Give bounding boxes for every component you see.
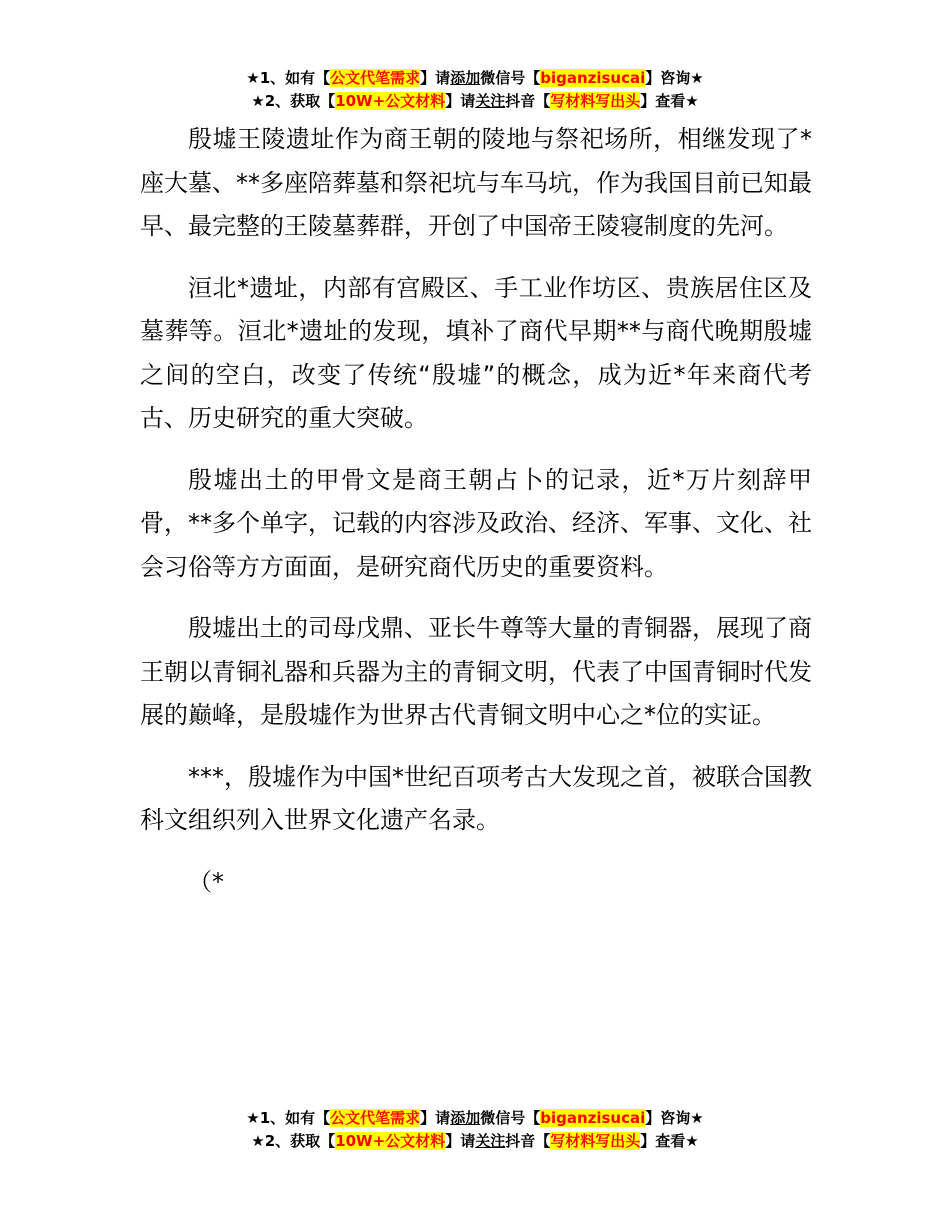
highlight-douyin-account: 写材料写出头 <box>550 1132 641 1150</box>
paragraph: （* <box>188 867 224 896</box>
highlight-materials: 10W+公文材料 <box>335 1132 446 1150</box>
highlight-service: 公文代笔需求 <box>330 69 421 87</box>
paragraph: 殷墟王陵遗址作为商王朝的陵地与祭祀场所，相继发现了*座大墓、**多座陪葬墓和祭祀坑与车马坑，作为我国目前已知最早、最完整的王陵墓葬群，开创了中国帝王陵寝制度的先河。 <box>140 125 812 240</box>
footer-line-1: ★1、如有【公文代笔需求】请添加微信号【biganzisucai】咨询★ <box>246 1109 704 1127</box>
paragraph: 殷墟出土的司母戊鼎、亚长牛尊等大量的青铜器，展现了商王朝以青铜礼器和兵器为主的青铜文明，代表了中国青铜时代发展的巅峰，是殷墟作为世界古代青铜文明中心之*位的实证。 <box>140 614 812 729</box>
header-line-2: ★2、获取【10W+公文材料】请关注抖音【写材料写出头】查看★ <box>251 92 699 110</box>
paragraph: ***，殷墟作为中国*世纪百项考古大发现之首，被联合国教科文组织列入世界文化遗产名录。 <box>140 762 812 834</box>
highlight-wechat-id: biganzisucai <box>540 69 646 87</box>
footer-line-2: ★2、获取【10W+公文材料】请关注抖音【写材料写出头】查看★ <box>251 1132 699 1150</box>
paragraph: 洹北*遗址，内部有宫殿区、手工业作坊区、贵族居住区及墓葬等。洹北*遗址的发现，填补了商代早期**与商代晚期殷墟之间的空白，改变了传统“殷墟”的概念，成为近*年来商代考古、历史研究的重大突破。 <box>140 273 812 432</box>
document-body <box>140 118 812 922</box>
highlight-service: 公文代笔需求 <box>330 1109 421 1127</box>
highlight-douyin-account: 写材料写出头 <box>550 92 641 110</box>
highlight-materials: 10W+公文材料 <box>335 92 446 110</box>
paragraph: 殷墟出土的甲骨文是商王朝占卜的记录，近*万片刻辞甲骨，**多个单字，记载的内容涉及政治、经济、军事、文化、社会习俗等方方面面，是研究商代历史的重要资料。 <box>140 465 812 581</box>
footer-banner <box>0 1107 950 1153</box>
header-line-1: ★1、如有【公文代笔需求】请添加微信号【biganzisucai】咨询★ <box>246 69 704 87</box>
header-banner <box>0 67 950 113</box>
highlight-wechat-id: biganzisucai <box>540 1109 646 1127</box>
